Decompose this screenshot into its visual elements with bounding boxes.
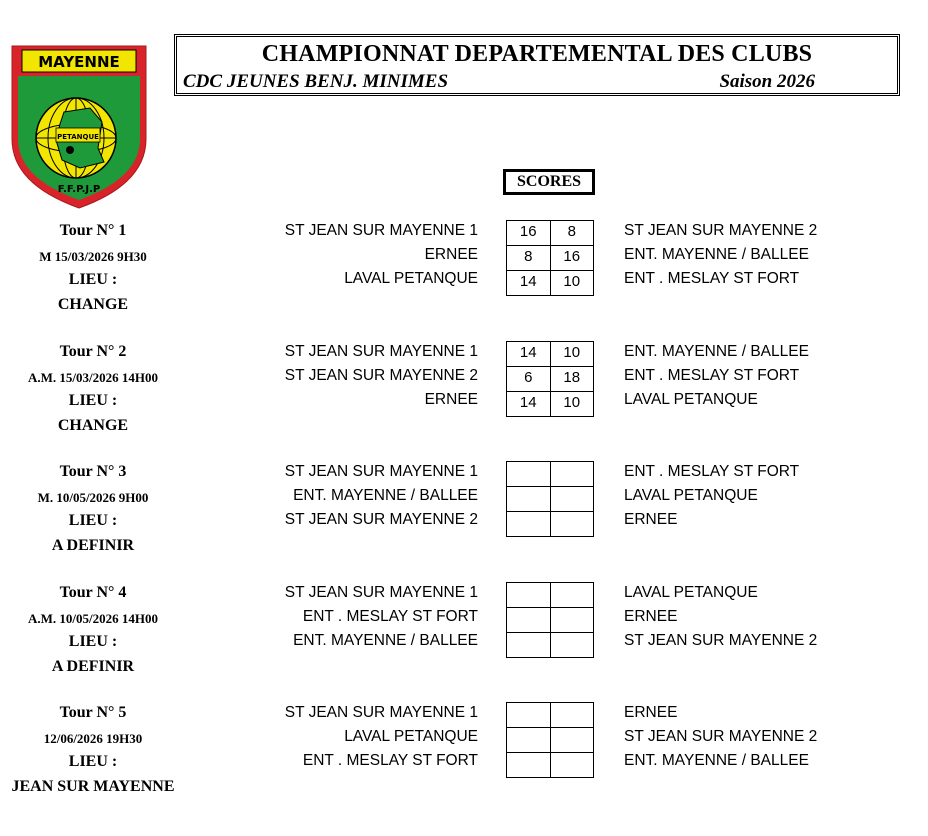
score-row [507,632,593,657]
away-score-cell [550,633,594,657]
away-team: ERNEE [624,511,678,528]
home-team: ST JEAN SUR MAYENNE 1 [284,463,478,480]
home-score-cell: 14 [519,344,537,361]
away-team: LAVAL PETANQUE [624,487,758,504]
venue-name: JEAN SUR MAYENNE [11,778,175,795]
away-team: ENT. MAYENNE / BALLEE [624,246,809,263]
home-team: ENT. MAYENNE / BALLEE [293,632,478,649]
logo-center-text: PETANQUE [57,133,99,141]
away-team: ENT . MESLAY ST FORT [624,463,800,480]
home-team: ST JEAN SUR MAYENNE 1 [284,584,478,601]
away-score-cell: 10 [550,271,594,295]
away-team: ERNEE [624,704,678,721]
score-grid [506,220,594,296]
home-score-cell: 8 [524,248,533,265]
home-team: ENT. MAYENNE / BALLEE [293,487,478,504]
away-team: ENT . MESLAY ST FORT [624,270,800,287]
round-date: M. 10/05/2026 9H00 [37,490,149,505]
home-score-cell [507,753,550,777]
score-row [507,607,593,632]
home-score-cell [507,633,550,657]
score-row [507,391,593,416]
home-score-cell: 14 [519,273,537,290]
away-score-cell [550,583,594,607]
away-score-cell [550,462,594,486]
round-block [0,463,928,563]
round-date: A.M. 15/03/2026 14H00 [28,370,158,385]
score-row [507,462,593,486]
away-team: ERNEE [624,608,678,625]
home-team: ST JEAN SUR MAYENNE 1 [284,343,478,360]
home-score-cell [507,583,550,607]
venue-label: LIEU : [68,392,118,409]
score-row [507,703,593,727]
venue-name: A DEFINIR [51,658,135,675]
score-row [507,752,593,777]
score-row [507,245,593,270]
home-score-cell: 16 [519,223,537,240]
header-title-box [174,34,900,96]
round-date: A.M. 10/05/2026 14H00 [28,611,158,626]
logo-bottom-text: F.F.P.J.P [57,184,101,195]
away-score-cell: 10 [550,342,594,366]
round-date: M 15/03/2026 9H30 [39,249,147,264]
away-score-cell [550,608,594,632]
home-team: ST JEAN SUR MAYENNE 1 [284,222,478,239]
round-title: Tour N° 1 [59,222,127,239]
ffpjp-mayenne-logo [10,44,148,210]
score-grid [506,582,594,658]
home-team: ERNEE [424,391,478,408]
home-score-cell [507,487,550,511]
round-block [0,343,928,443]
away-score-cell [550,487,594,511]
away-team: LAVAL PETANQUE [624,391,758,408]
score-row [507,727,593,752]
score-row [507,486,593,511]
away-team: ENT. MAYENNE / BALLEE [624,343,809,360]
score-row [507,583,593,607]
away-score-cell: 10 [550,392,594,416]
away-team: ST JEAN SUR MAYENNE 2 [624,222,818,239]
home-score-cell [507,703,550,727]
home-team: LAVAL PETANQUE [344,270,478,287]
score-row [507,270,593,295]
logo-top-text: MAYENNE [38,53,120,71]
logo-shield-icon [10,44,148,210]
scores-header: SCORES [503,169,595,195]
home-team: LAVAL PETANQUE [344,728,478,745]
venue-label: LIEU : [68,512,118,529]
away-team: LAVAL PETANQUE [624,584,758,601]
away-score-cell [550,512,594,536]
home-score-cell: 14 [519,394,537,411]
venue-name: CHANGE [57,296,129,313]
score-grid [506,341,594,417]
home-team: ST JEAN SUR MAYENNE 2 [284,511,478,528]
home-team: ST JEAN SUR MAYENNE 2 [284,367,478,384]
season-label: Saison 2026 [719,71,815,92]
away-score-cell: 18 [550,367,594,391]
round-title: Tour N° 5 [59,704,127,721]
home-score-cell: 6 [524,369,533,386]
home-team: ERNEE [424,246,478,263]
away-team: ST JEAN SUR MAYENNE 2 [624,728,818,745]
page-title: CHAMPIONNAT DEPARTEMENTAL DES CLUBS [261,41,813,67]
away-score-cell [550,728,594,752]
away-score-cell [550,703,594,727]
round-title: Tour N° 3 [59,463,127,480]
score-row [507,342,593,366]
score-grid [506,702,594,778]
round-block [0,222,928,322]
home-score-cell [507,512,550,536]
away-team: ENT . MESLAY ST FORT [624,367,800,384]
away-team: ENT. MAYENNE / BALLEE [624,752,809,769]
round-date: 12/06/2026 19H30 [43,731,143,746]
score-row [507,366,593,391]
home-team: ENT . MESLAY ST FORT [302,752,478,769]
home-score-cell [507,728,550,752]
home-team: ENT . MESLAY ST FORT [302,608,478,625]
category-subtitle: CDC JEUNES BENJ. MINIMES [183,71,449,92]
home-score-cell [507,462,550,486]
score-grid [506,461,594,537]
away-team: ST JEAN SUR MAYENNE 2 [624,632,818,649]
venue-name: A DEFINIR [51,537,135,554]
score-row [507,221,593,245]
home-team: ST JEAN SUR MAYENNE 1 [284,704,478,721]
venue-label: LIEU : [68,271,118,288]
venue-label: LIEU : [68,753,118,770]
home-score-cell [507,608,550,632]
round-title: Tour N° 2 [59,343,127,360]
away-score-cell [550,753,594,777]
round-title: Tour N° 4 [59,584,127,601]
venue-name: CHANGE [57,417,129,434]
round-block [0,704,928,804]
score-row [507,511,593,536]
away-score-cell: 8 [550,221,594,245]
away-score-cell: 16 [550,246,594,270]
round-block [0,584,928,684]
venue-label: LIEU : [68,633,118,650]
